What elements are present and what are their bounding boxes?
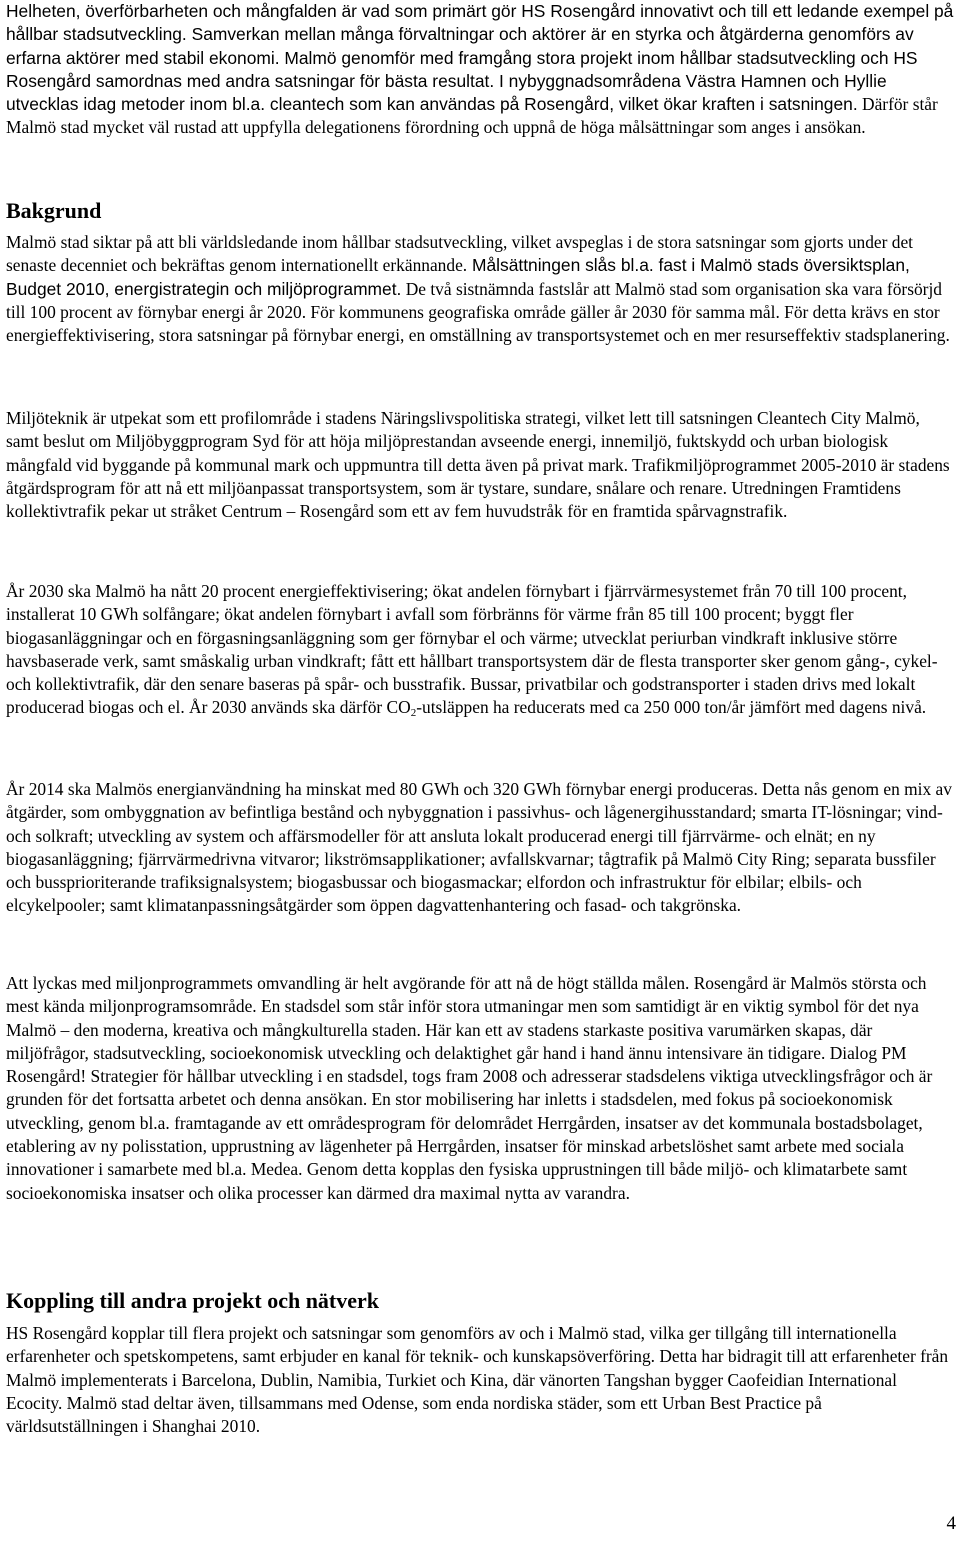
bakgrund-p3-text-end: -utsläppen ha reducerats med ca 250 000 ton/år jämfört med dagens nivå. xyxy=(416,697,927,718)
bakgrund-p1-part-a: Malmö stad siktar på att bli världsledande inom hållbar stadsutveckling, vilket avspeglas i de stora satsningar som gjorts under det senaste decenniet och bekräftas genom internationellt erkännande. xyxy=(6,232,914,276)
bakgrund-paragraph-3 xyxy=(6,580,956,720)
co2-subscript: 2 xyxy=(410,707,417,720)
bakgrund-paragraph-1 xyxy=(6,231,956,347)
koppling-paragraph: HS Rosengård kopplar till flera projekt och satsningar som genomförs av och i Malmö stad, vilka ger tillgång till internationella erfarenheter och spetskompetens, samt erbjuder en kanal för teknik- och kunskapsöverföring. Detta har bidragit till att erfarenheter från Malmö implementerats i Barcelona, Dublin, Namibia, Turkiet och Kina, där vänorten Tangshan bygger Caofeidian International Ecocity. Malmö stad deltar även, tillsammans med Odense, som enda nordiska städer, som ett Urban Best Practice på världsutställningen i Shanghai 2010. xyxy=(6,1323,949,1437)
heading-bakgrund: Bakgrund xyxy=(6,198,102,223)
intro-sentence-2: Malmö genomför med framgång stora projekt inom hållbar stadsutveckling och HS Rosengård samordnas med andra satsningar för bästa resultat. I nybyggnadsområdena Västra Hamnen och Hyllie utvecklas idag metoder inom bl.a. cleantech som kan användas på Rosengård, vilket ökar kraften i satsningen. xyxy=(6,47,918,115)
bakgrund-p1-part-c: De två sistnämnda fastslår att Malmö stad som organisation ska vara försörjd till 100 procent av förnybar energi år 2020. För kommunens geografiska område gäller år 2030 för samma mål. För detta krävs en stor energieffektivisering, stora satsningar på förnybar energi, en omställning av transportsystemet och en mer resurseffektiv stadsplanering. xyxy=(6,278,950,346)
bakgrund-paragraph-4: År 2014 ska Malmös energianvändning ha minskat med 80 GWh och 320 GWh förnybar energi produceras. Detta nås genom en mix av åtgärder, som ombyggnation av befintliga bestånd och nybyggnation i passivhus- och lågenergihusstandard; smarta IT-lösningar; vind- och solkraft; utveckling av system och affärsmodeller för att ansluta lokalt producerad energi till fjärrvärme- och elnät; en ny biogasanläggning; fjärrvärmedrivna vitvaror; likströmsapplikationer; avfallskvarnar; tågtrafik på Malmö City Ring; separata bussfiler och bussprioriterande trafiksignalsystem; biogasbussar och biogasmackar; elfordon och infrastruktur för elbilar; elbils- och elcykelpooler; samt klimatanpassningsåtgärder som öppen dagvattenhantering och fasad- och takgrönska. xyxy=(6,779,952,916)
page-number: 4 xyxy=(946,1513,956,1534)
intro-paragraph xyxy=(6,0,956,140)
bakgrund-p1-part-b: Målsättningen slås bl.a. fast i Malmö stads översiktsplan, Budget 2010, energistrategin och miljöprogrammet. xyxy=(6,255,910,299)
heading-koppling: Koppling till andra projekt och nätverk xyxy=(6,1288,380,1313)
bakgrund-p3-text: År 2030 ska Malmö ha nått 20 procent energieffektivisering; ökat andelen förnybart i fjärrvärmesystemet från 70 till 100 procent, installerat 10 GWh solfångare; ökat andelen förnybart i avfall som förbränns för värme från 85 till 100 procent; byggt fler biogasanläggningar och en förgasningsanläggning som ger förnybar el och värme; utvecklat periurban vindkraft inklusive större havsbaserade verk, samt småskalig urban vindkraft; fått ett hållbart transportsystem där de flesta transporter sker genom gång-, cykel- och kollektivtrafik, där den senare baseras på spår- och busstrafik. Bussar, privatbilar och godstransporter i staden drivs med lokalt producerad biogas och el. År 2030 används ska därför CO xyxy=(6,581,938,718)
intro-sentence-1: Helheten, överförbarheten och mångfalden är vad som primärt gör HS Rosengård innovativt och till ett ledande exempel på hållbar stadsutveckling. Samverkan mellan många förvaltningar och aktörer är en styrka och åtgärderna genomförs av erfarna aktörer med stabil ekonomi. xyxy=(6,1,954,68)
bakgrund-paragraph-5: Att lyckas med miljonprogrammets omvandling är helt avgörande för att nå de högt ställda målen. Rosengård är Malmös största och mest kända miljonprogramsområde. En stadsdel som står inför stora utmaningar men som samtidigt är en viktig symbol för det nya Malmö – den moderna, kreativa och mångkulturella staden. Här kan ett av stadens starkaste positiva varumärken skapas, där miljöfrågor, stadsutveckling, socioekonomisk utveckling och delaktighet går hand i hand ännu intensivare än tidigare. Dialog PM Rosengård! Strategier för hållbar utveckling i en stadsdel, togs fram 2008 och adresserar stadsdelens viktiga utvecklingsfrågor och är grunden för det fortsatta arbetet och denna ansökan. En stor mobilisering har inletts i stadsdelen, med fokus på socioekonomisk utveckling, genom bl.a. framtagande av ett områdesprogram för delområdet Herrgården, insatser av det kommunala bostadsbolaget, etablering av ny polisstation, upprustning av lägenheter på Herrgården, insatser för minskad arbetslöshet samt arbete med sociala innovationer i samarbete med bl.a. Medea. Genom detta kopplas den fysiska upprustningen till både miljö- och klimatarbete samt socioekonomiska insatser och olika processer kan därmed dra maximal nytta av varandra. xyxy=(6,973,933,1203)
bakgrund-paragraph-2: Miljöteknik är utpekat som ett profilområde i stadens Näringslivspolitiska strategi, vilket lett till satsningen Cleantech City Malmö, samt beslut om Miljöbyggprogram Syd för att höja miljöprestandan avseende energi, innemiljö, fuktskydd och urban biologisk mångfald vid byggande på kommunal mark och uppmuntra till detta även på privat mark. Trafikmiljöprogrammet 2005-2010 är stadens åtgärdsprogram för att nå ett miljöanpassat transportsystem, som är tystare, sundare, snålare och renare. Utredningen Framtidens kollektivtrafik pekar ut stråket Centrum – Rosengård som ett av fem huvudstråk för en framtida spårvagnstrafik. xyxy=(6,408,950,522)
intro-sentence-3: Därför står Malmö stad mycket väl rustad att uppfylla delegationens förordning och uppnå de höga målsättningar som anges i ansökan. xyxy=(6,94,938,138)
